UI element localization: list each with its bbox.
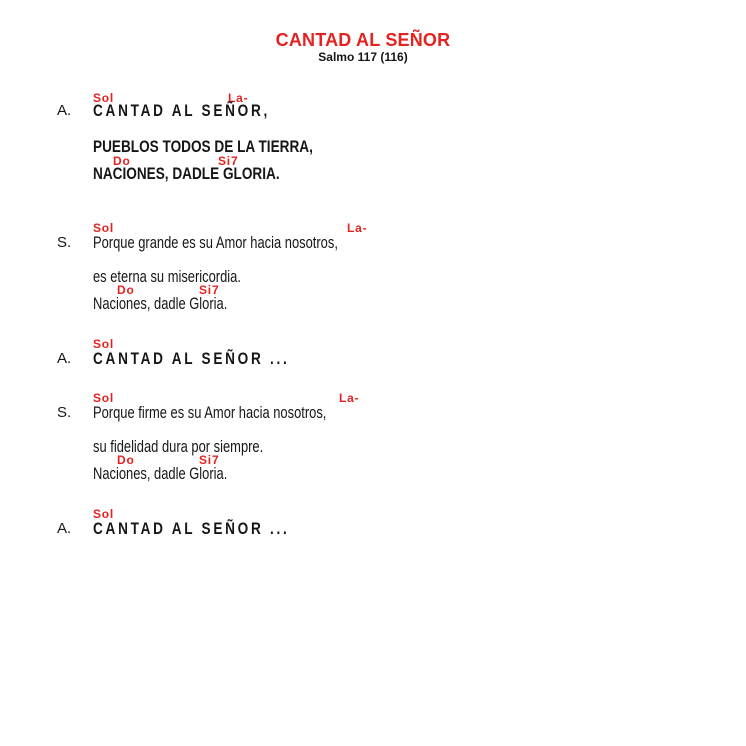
stanza-label: A. xyxy=(57,350,72,367)
chord-sol: Sol xyxy=(93,221,115,235)
chord-do: Do xyxy=(117,453,135,467)
lyric-line: Naciones, dadle Gloria. xyxy=(93,464,228,483)
lyric-line: CANTAD AL SEÑOR ... xyxy=(93,519,290,538)
song-title: CANTAD AL SEÑOR xyxy=(275,30,451,50)
lyric-line: es eterna su misericordia. xyxy=(93,267,241,286)
chord-si7: Si7 xyxy=(199,283,220,297)
lyric-line: NACIONES, DADLE GLORIA. xyxy=(93,164,280,183)
lyric-line: su fidelidad dura por siempre. xyxy=(93,437,264,456)
chord-sol: Sol xyxy=(93,337,115,351)
chord-la-minor: La- xyxy=(228,91,249,105)
chord-si7: Si7 xyxy=(199,453,220,467)
lyric-line: Porque firme es su Amor hacia nosotros, xyxy=(93,403,327,422)
chord-do: Do xyxy=(117,283,135,297)
song-subtitle: Salmo 117 (116) xyxy=(318,50,408,64)
lyric-line: Naciones, dadle Gloria. xyxy=(93,294,228,313)
stanza-label: S. xyxy=(57,234,72,251)
chord-do: Do xyxy=(113,154,131,168)
stanza-label: A. xyxy=(57,102,72,119)
lyric-line: CANTAD AL SEÑOR ... xyxy=(93,349,290,368)
lyric-line: CANTAD AL SEÑOR, xyxy=(93,101,271,120)
lyric-line: PUEBLOS TODOS DE LA TIERRA, xyxy=(93,137,313,156)
chord-sol: Sol xyxy=(93,507,115,521)
stanza-label: A. xyxy=(57,520,72,537)
chord-la-minor: La- xyxy=(339,391,360,405)
chord-la-minor: La- xyxy=(347,221,368,235)
chord-sol: Sol xyxy=(93,91,115,105)
stanza-label: S. xyxy=(57,404,72,421)
lyric-line: Porque grande es su Amor hacia nosotros, xyxy=(93,233,338,252)
chord-sol: Sol xyxy=(93,391,115,405)
chord-si7: Si7 xyxy=(218,154,239,168)
